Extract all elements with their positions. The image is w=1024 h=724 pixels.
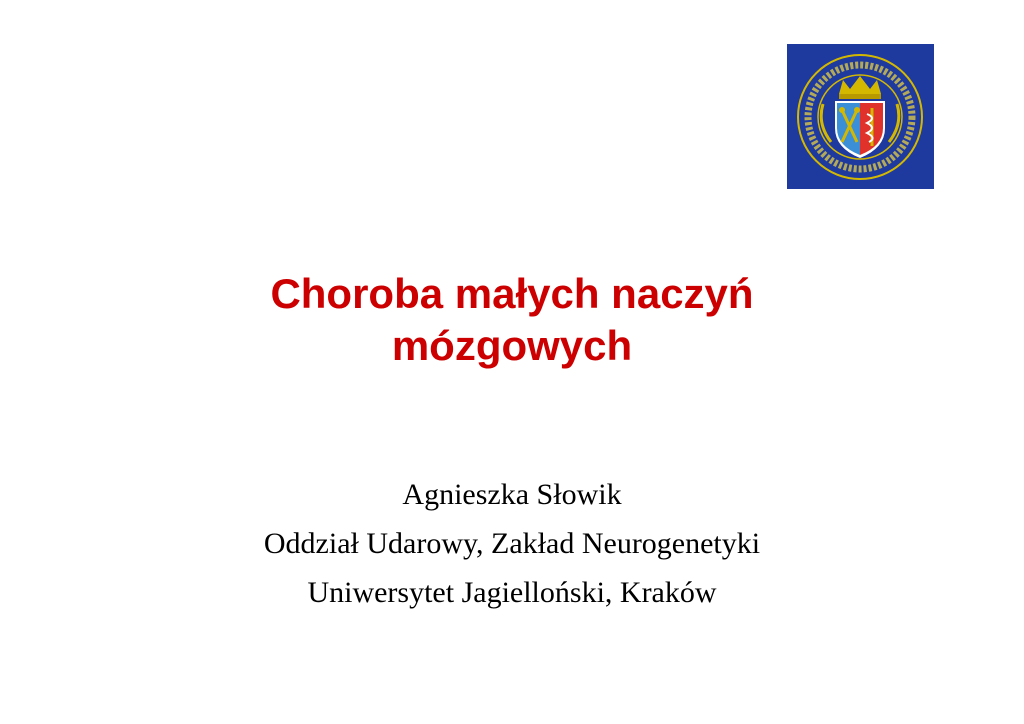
slide-title	[0, 268, 1024, 372]
faculty-seal-logo	[787, 44, 934, 189]
department-name: Oddział Udarowy, Zakład Neurogenetyki	[263, 527, 761, 560]
author-block	[0, 470, 1024, 617]
seal-graphic	[787, 44, 934, 189]
slide-title-line-2: mózgowych	[391, 322, 633, 369]
institution-name: Uniwersytet Jagielloński, Kraków	[307, 576, 717, 609]
slide-title-line-1: Choroba małych naczyń	[270, 270, 754, 317]
author-name: Agnieszka Słowik	[402, 478, 622, 511]
